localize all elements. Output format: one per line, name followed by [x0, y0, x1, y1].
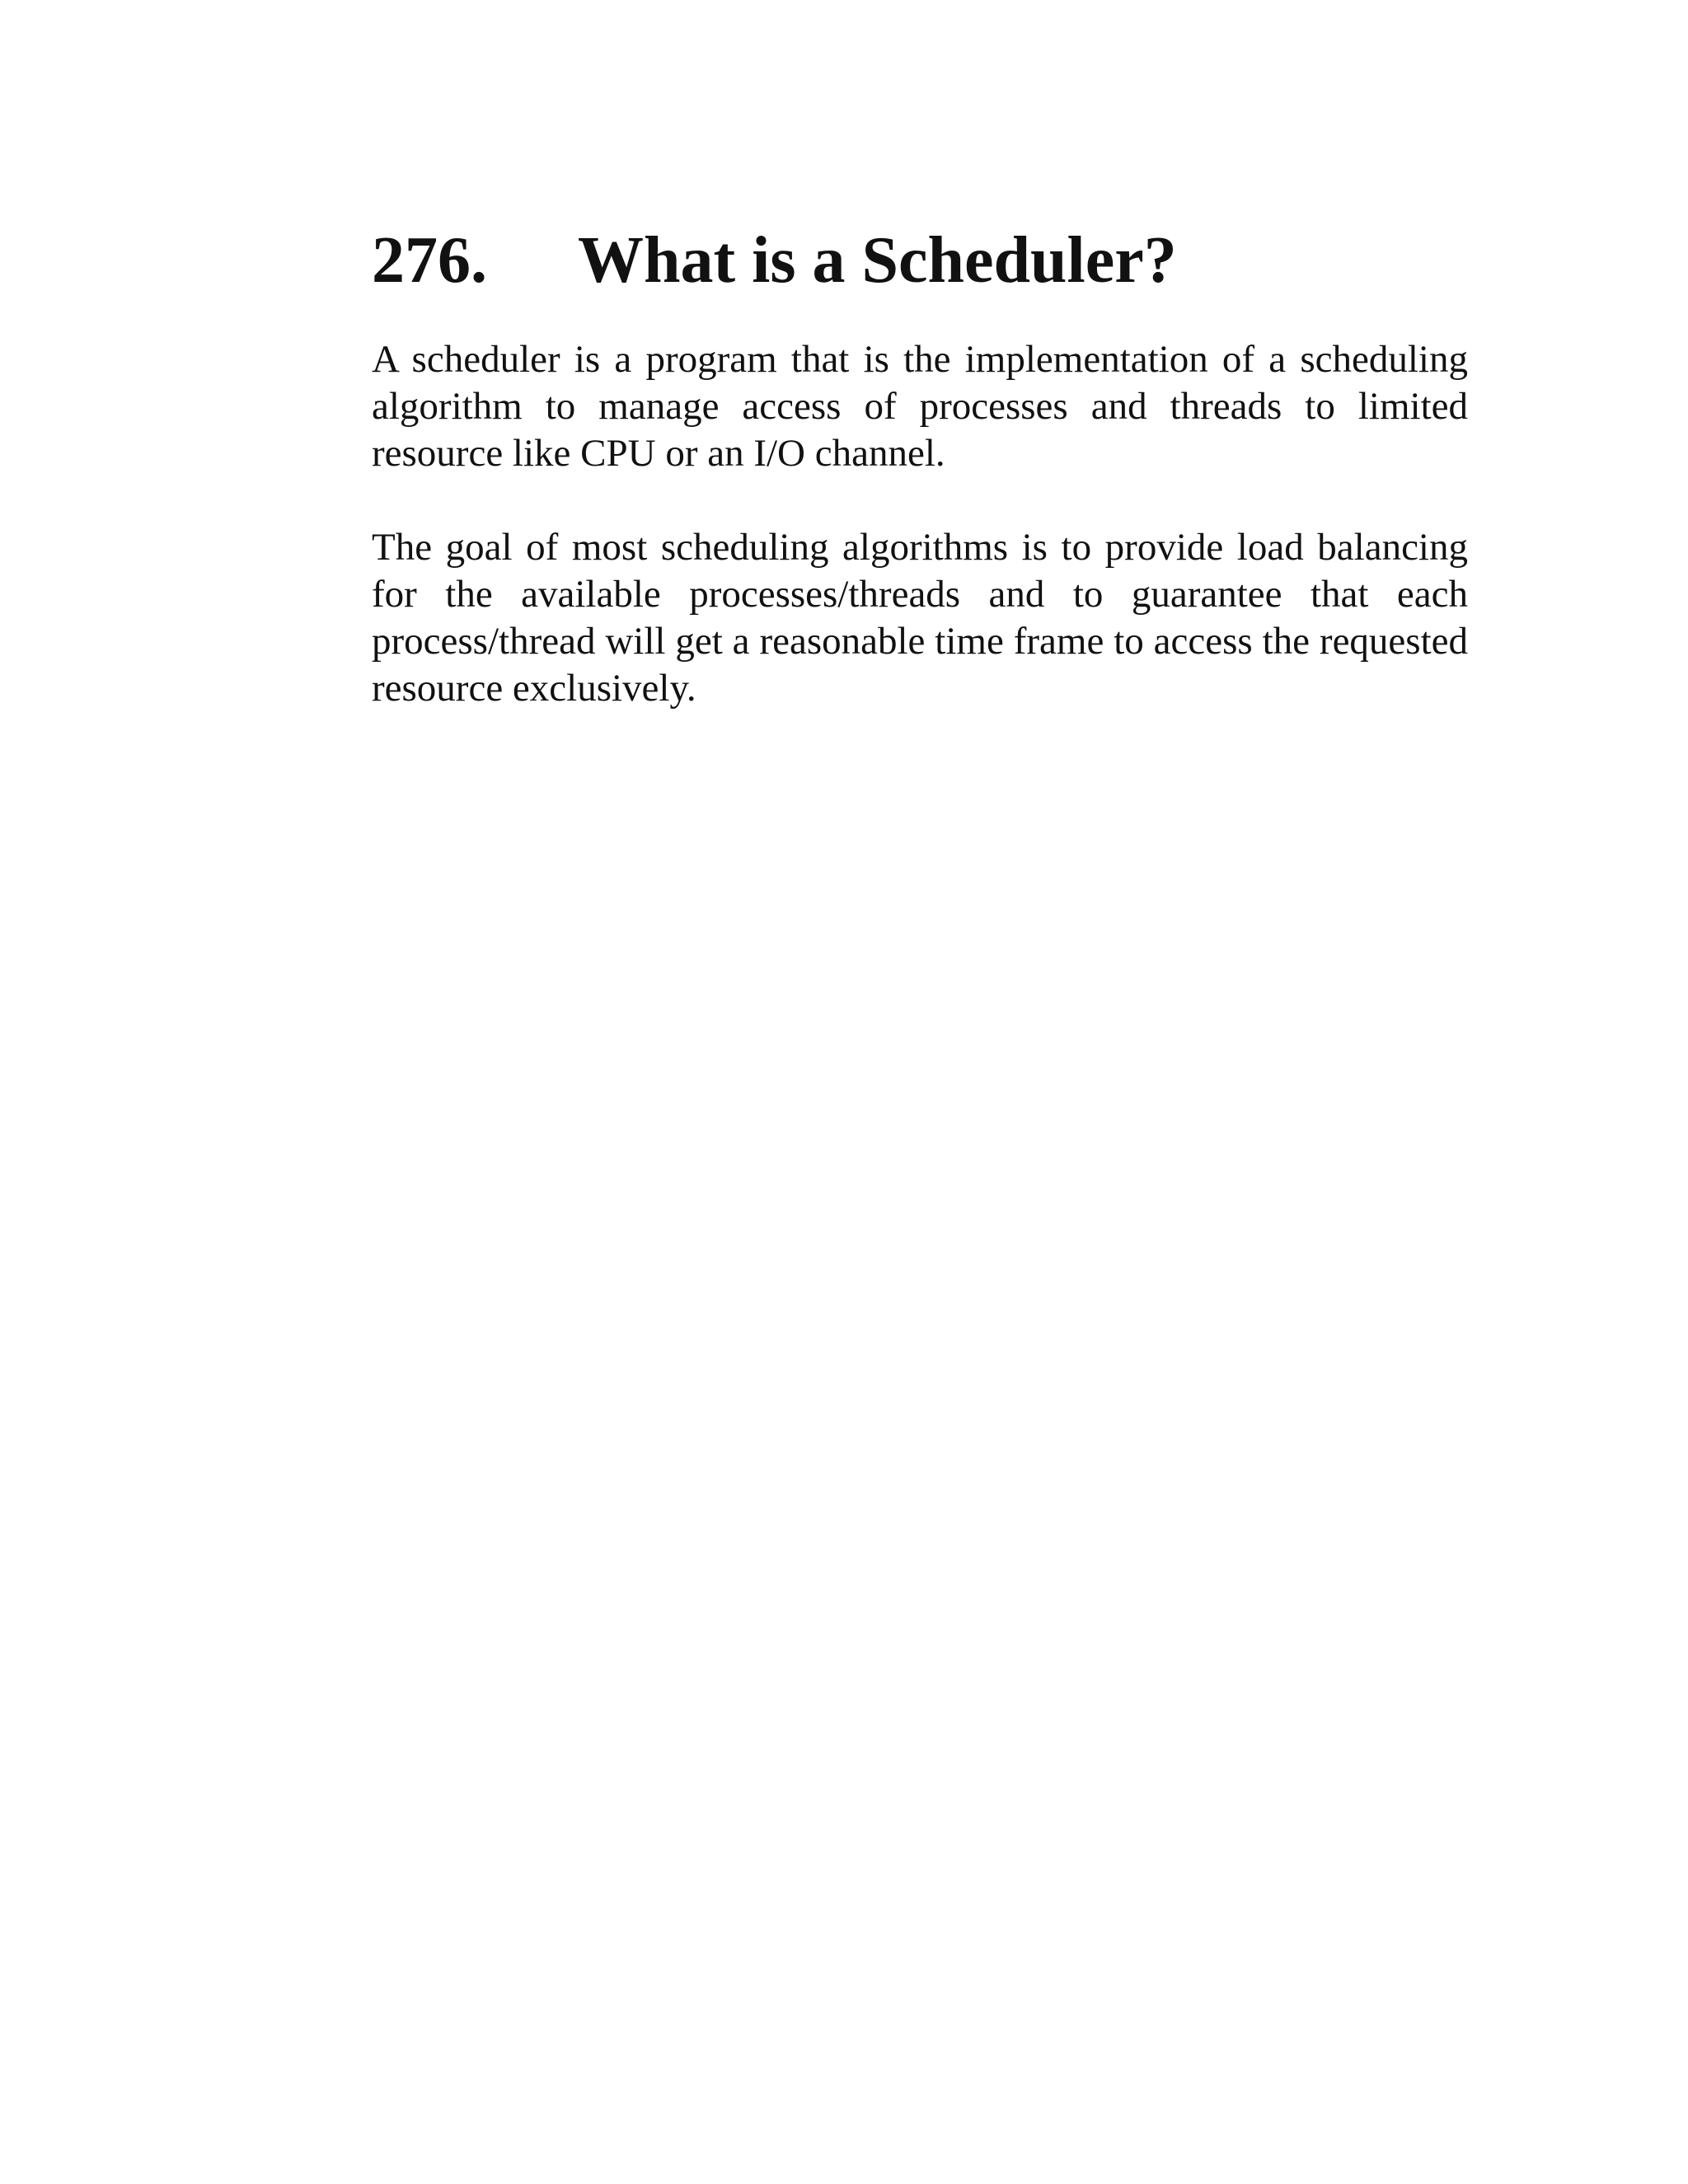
section-number: 276.	[372, 224, 487, 297]
body-paragraph-2: The goal of most scheduling algorithms is to provide load balancing for the available processes/threads and to guarantee that each process/thread will get a reasonable time frame to access the requested resource exclusively.	[372, 526, 1468, 710]
page-content	[372, 221, 1468, 712]
section-title: What is a Scheduler?	[578, 224, 1177, 297]
section-heading	[372, 221, 1468, 300]
body-paragraph-1: A scheduler is a program that is the implementation of a scheduling algorithm to manage access of processes and threads to limited resource like CPU or an I/O channel.	[372, 338, 1468, 475]
